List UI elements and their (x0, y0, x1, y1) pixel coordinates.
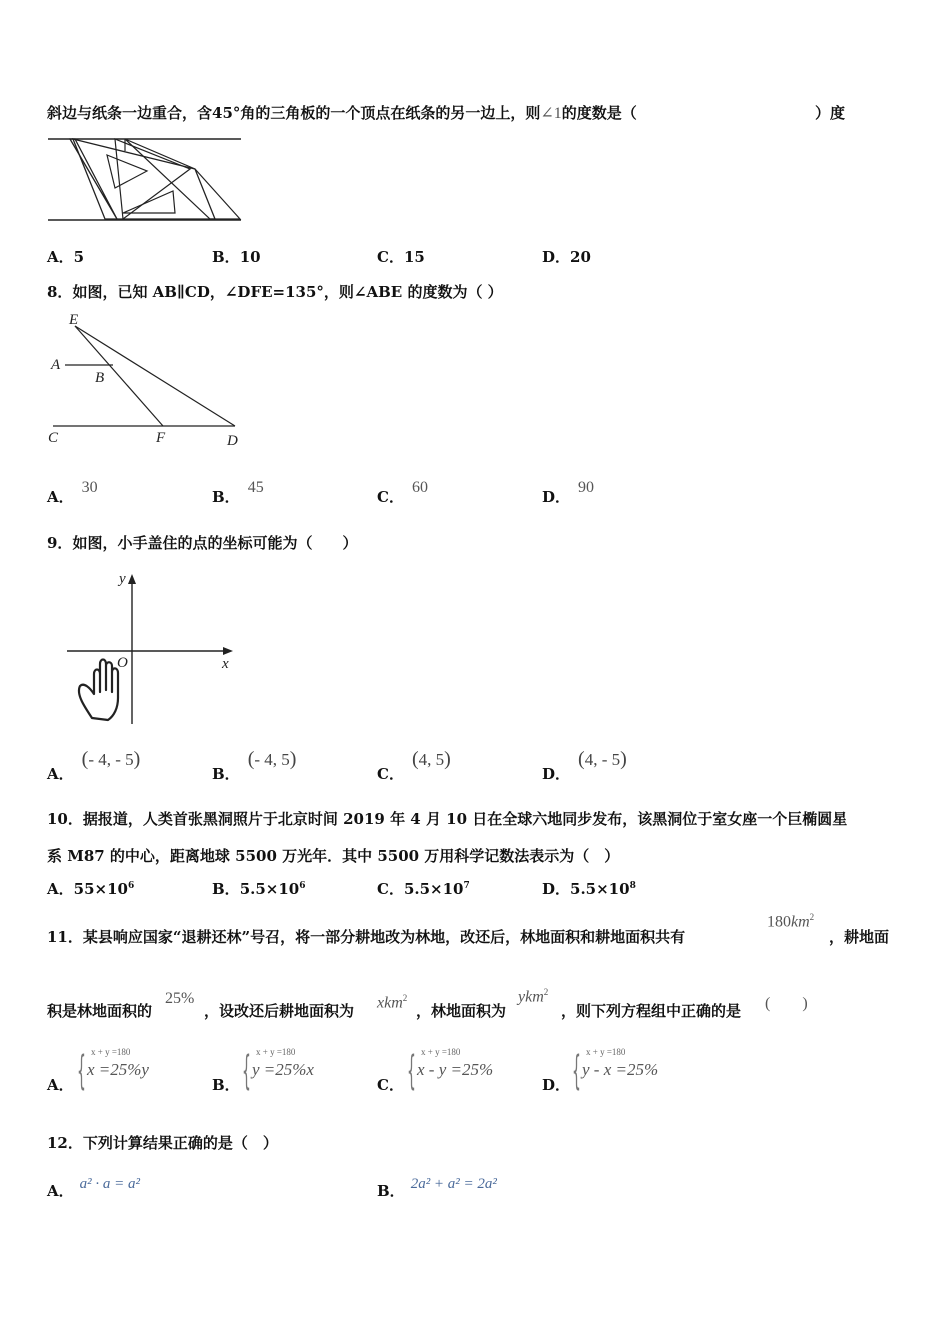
q7-option-c[interactable] (377, 246, 425, 267)
area-number: 180 (767, 913, 791, 931)
option-exponent: 7 (463, 881, 470, 891)
label-f: F (156, 430, 166, 446)
q12-number: 12． (47, 1134, 83, 1152)
q8-text (47, 281, 503, 302)
q9-option-c[interactable] (377, 748, 451, 783)
option-letter: C． (377, 248, 404, 266)
q9-figure (62, 566, 242, 731)
q10-stem-1: 据报道，人类首张黑洞照片于北京时间 2019 年 4 月 10 日在全球六地同步发布，该黑洞位于室女座一个巨椭圆星 (82, 810, 848, 828)
var-x-exponent: 2 (402, 993, 408, 1003)
q7-option-b[interactable] (212, 246, 261, 267)
q10-line1 (47, 808, 847, 829)
option-letter: A． (47, 765, 74, 783)
paren-open: ( (578, 748, 585, 770)
equation-bottom: x - y =25% (417, 1060, 494, 1079)
q11-number: 11． (47, 928, 83, 946)
q10-option-c[interactable] (377, 878, 470, 899)
option-letter: C． (377, 488, 404, 506)
q8-number: 8． (47, 283, 73, 301)
equation-top: x + y =180 (421, 1047, 461, 1057)
option-exponent: 6 (127, 881, 135, 891)
option-letter: D． (542, 248, 571, 266)
q8-figure (45, 308, 250, 450)
q7-line: 斜边与纸条一边重合，含45°角的三角板的一个顶点在纸条的另一边上，则 (47, 104, 541, 122)
equation-top: x + y =180 (586, 1047, 626, 1057)
option-base: 5.5×10 (239, 880, 300, 898)
equation-top: x + y =180 (91, 1047, 131, 1057)
q12-option-a[interactable] (47, 1172, 141, 1200)
q9-option-d[interactable] (542, 748, 627, 783)
q9-option-b[interactable] (212, 748, 297, 783)
option-letter: D． (542, 1076, 571, 1094)
var-x-text: xkm (377, 994, 403, 1012)
label-y: y (119, 571, 126, 587)
q11-percent: 25% (165, 990, 195, 1007)
area-exponent: 2 (809, 912, 815, 922)
q11-var-y (518, 987, 548, 1006)
paren-close: ) (444, 748, 451, 770)
q7-text (47, 102, 637, 123)
label-b: B (95, 370, 105, 386)
equation-bottom: y - x =25% (582, 1060, 659, 1079)
equation-top: x + y =180 (256, 1047, 296, 1057)
option-letter: C． (377, 765, 404, 783)
q11-line1a (47, 926, 685, 947)
q11-line1b: ，耕地面 (829, 928, 890, 946)
option-letter: B． (212, 1076, 240, 1094)
label-a: A (51, 357, 61, 373)
q9-text (47, 532, 357, 553)
option-letter: A． (47, 488, 74, 506)
option-expression: a² · a = a² (79, 1176, 141, 1192)
paren-open: ( (81, 748, 89, 770)
equation-system (242, 1048, 392, 1098)
equation-system (77, 1048, 227, 1098)
q11-line2d: ，则下列方程组中正确的是 (561, 1002, 742, 1020)
option-base: 5.5×10 (403, 880, 464, 898)
option-base: 55×10 (73, 880, 128, 898)
option-value: 60 (411, 479, 428, 496)
brace-icon: { (407, 1048, 416, 1094)
q10-line2: 系 M87 的中心，距离地球 5500 万光年．其中 5500 万用科学记数法表示为（ ） (47, 847, 620, 865)
q8-option-a[interactable] (47, 476, 98, 506)
paren-close: ) (133, 748, 141, 770)
paren-open: ( (411, 748, 419, 770)
q7-figure (45, 133, 245, 228)
option-letter: B． (377, 1182, 405, 1200)
q12-option-b[interactable] (377, 1172, 497, 1200)
option-letter: A． (47, 248, 74, 266)
option-letter: C． (377, 880, 404, 898)
option-letter: B． (212, 880, 240, 898)
option-value: 45 (247, 479, 264, 496)
paren-open: ( (247, 748, 255, 770)
label-e: E (69, 312, 79, 328)
option-value: - 4, 5 (254, 750, 290, 769)
option-letter: B． (212, 488, 240, 506)
area-unit: km (791, 913, 810, 931)
option-letter: A． (47, 1076, 74, 1094)
q9-number: 9． (47, 534, 73, 552)
q12-text (47, 1132, 278, 1153)
option-exponent: 6 (299, 881, 306, 891)
brace-icon: { (242, 1048, 251, 1094)
q11-line2c: ，林地面积为 (416, 1002, 507, 1020)
q7-option-a[interactable] (47, 246, 84, 267)
q11-var-x (377, 993, 407, 1012)
label-c: C (48, 430, 59, 446)
var-y-text: ykm (518, 988, 544, 1006)
q7-after: 的度数是（ (561, 104, 637, 122)
option-value: - 4, - 5 (88, 750, 134, 769)
option-value: 90 (578, 479, 595, 496)
option-expression: 2a² + a² = 2a² (410, 1176, 497, 1192)
q10-option-a[interactable] (47, 878, 134, 899)
hand-icon (79, 660, 118, 721)
option-value: 20 (570, 248, 591, 266)
option-value: 4, - 5 (584, 750, 621, 769)
option-letter: D． (542, 488, 571, 506)
option-value: 5 (73, 248, 85, 266)
q12-stem: 下列计算结果正确的是（ ） (82, 1134, 278, 1152)
q11-line2b: ，设改还后耕地面积为 (204, 1002, 355, 1020)
option-value: 30 (81, 479, 98, 496)
q11-paren: ( ) (765, 995, 808, 1012)
option-exponent: 8 (629, 881, 636, 891)
paren-close: ) (289, 748, 297, 770)
q10-option-d[interactable] (542, 878, 636, 899)
equation-system (572, 1048, 722, 1098)
option-letter: A． (47, 880, 74, 898)
q10-number: 10． (47, 810, 83, 828)
q8-option-c[interactable] (377, 476, 428, 506)
q7-close: ）度 (815, 104, 846, 122)
q7-option-d[interactable] (542, 246, 591, 267)
equation-bottom: x =25%y (87, 1060, 149, 1079)
equation-bottom: y =25%x (252, 1060, 314, 1079)
brace-icon: { (77, 1048, 86, 1094)
option-letter: D． (542, 765, 571, 783)
option-letter: A． (47, 1182, 74, 1200)
q11-line2a: 积是林地面积的 (47, 1002, 153, 1020)
option-letter: B． (212, 248, 240, 266)
q9-option-a[interactable] (47, 748, 141, 783)
brace-icon: { (572, 1048, 581, 1094)
var-y-exponent: 2 (543, 987, 549, 997)
q8-stem: 如图，已知 AB∥CD，∠DFE=135°，则∠ABE 的度数为（ ） (72, 283, 503, 301)
option-value: 10 (239, 248, 261, 266)
q10-option-b[interactable] (212, 878, 306, 899)
option-letter: D． (542, 880, 571, 898)
q11-stem-1: 某县响应国家“退耕还林”号召，将一部分耕地改为林地，改还后，林地面积和耕地面积共有 (82, 928, 686, 946)
paren-close: ) (620, 748, 627, 770)
q8-option-d[interactable] (542, 476, 595, 506)
q9-stem: 如图，小手盖住的点的坐标可能为（ ） (72, 534, 358, 552)
label-o: O (117, 655, 128, 671)
q11-area-total (767, 912, 814, 931)
label-x: x (222, 656, 229, 672)
option-value: 15 (403, 248, 425, 266)
option-letter: B． (212, 765, 240, 783)
equation-system (407, 1048, 557, 1098)
option-letter: C． (377, 1076, 404, 1094)
option-base: 5.5×10 (570, 880, 630, 898)
q7-angle-symbol: ∠1 (540, 105, 562, 122)
option-value: 4, 5 (418, 750, 445, 769)
label-d: D (227, 433, 238, 449)
q8-option-b[interactable] (212, 476, 264, 506)
